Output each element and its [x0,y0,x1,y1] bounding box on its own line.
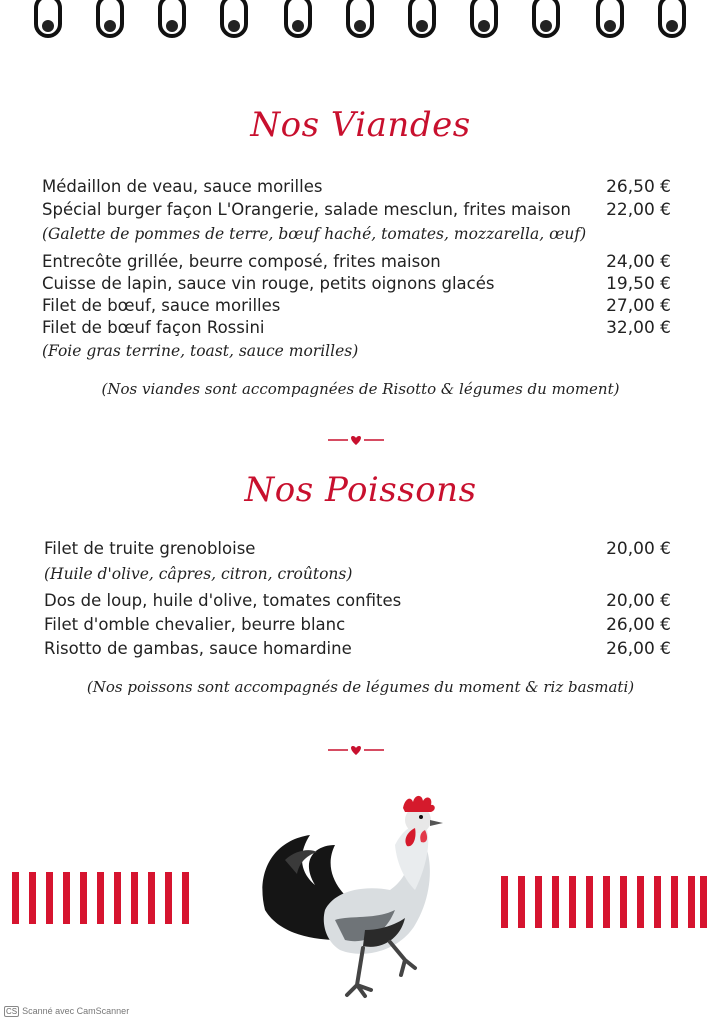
menu-item [0,177,721,199]
spiral-ring-icon [470,0,498,38]
dish-price: 19,50 € [606,274,671,294]
dish-name: Médaillon de veau, sauce morilles [42,177,323,196]
dish-description: (Galette de pommes de terre, bœuf haché, tomates, mozzarella, œuf) [42,225,587,243]
rooster-illustration [255,790,455,1005]
menu-item [0,200,721,222]
spiral-ring-icon [532,0,560,38]
dish-price: 20,00 € [606,591,671,611]
dish-description: (Foie gras terrine, toast, sauce morilles) [42,342,359,360]
menu-item [0,591,721,613]
spiral-ring-icon [596,0,624,38]
dish-name: Dos de loup, huile d'olive, tomates confites [44,591,402,610]
menu-item [0,615,721,637]
scanner-watermark [4,1006,129,1017]
dish-name: Risotto de gambas, sauce homardine [44,639,352,658]
dish-price: 22,00 € [606,200,671,220]
red-stripes-right [501,876,707,928]
poissons-title: Nos Poissons [244,470,477,510]
camscanner-logo: CS [6,1007,18,1016]
dish-name: Spécial burger façon L'Orangerie, salade mesclun, frites maison [42,200,571,219]
spiral-binding [0,0,721,44]
spiral-ring-icon [158,0,186,38]
menu-item [0,639,721,661]
dish-name: Entrecôte grillée, beurre composé, frites maison [42,252,441,271]
menu-item [0,274,721,296]
spiral-ring-icon [346,0,374,38]
dish-name: Cuisse de lapin, sauce vin rouge, petits oignons glacés [42,274,495,293]
dish-name: Filet de truite grenobloise [44,539,256,558]
heart-divider-icon [328,433,384,447]
menu-item [0,296,721,318]
spiral-ring-icon [408,0,436,38]
viandes-note: (Nos viandes sont accompagnées de Risotto & légumes du moment) [101,380,620,398]
spiral-ring-icon [220,0,248,38]
watermark-text: Scanné avec CamScanner [22,1006,130,1016]
dish-description: (Huile d'olive, câpres, citron, croûtons) [44,565,353,583]
dish-name: Filet d'omble chevalier, beurre blanc [44,615,346,634]
menu-item-detail [0,342,721,364]
dish-price: 24,00 € [606,252,671,272]
spiral-ring-icon [284,0,312,38]
dish-price: 20,00 € [606,539,671,559]
dish-price: 27,00 € [606,296,671,316]
menu-item-detail [0,565,721,587]
heart-divider-icon [328,743,384,757]
dish-name: Filet de bœuf façon Rossini [42,318,265,337]
dish-name: Filet de bœuf, sauce morilles [42,296,281,315]
spiral-ring-icon [96,0,124,38]
menu-item-detail [0,225,721,247]
dish-price: 26,00 € [606,639,671,659]
dish-price: 32,00 € [606,318,671,338]
viandes-title: Nos Viandes [250,105,471,145]
spiral-ring-icon [658,0,686,38]
menu-item [0,252,721,274]
menu-item [0,539,721,561]
dish-price: 26,50 € [606,177,671,197]
poissons-note: (Nos poissons sont accompagnés de légumes du moment & riz basmati) [86,678,635,696]
menu-item [0,318,721,340]
red-stripes-left [12,872,194,924]
dish-price: 26,00 € [606,615,671,635]
spiral-ring-icon [34,0,62,38]
